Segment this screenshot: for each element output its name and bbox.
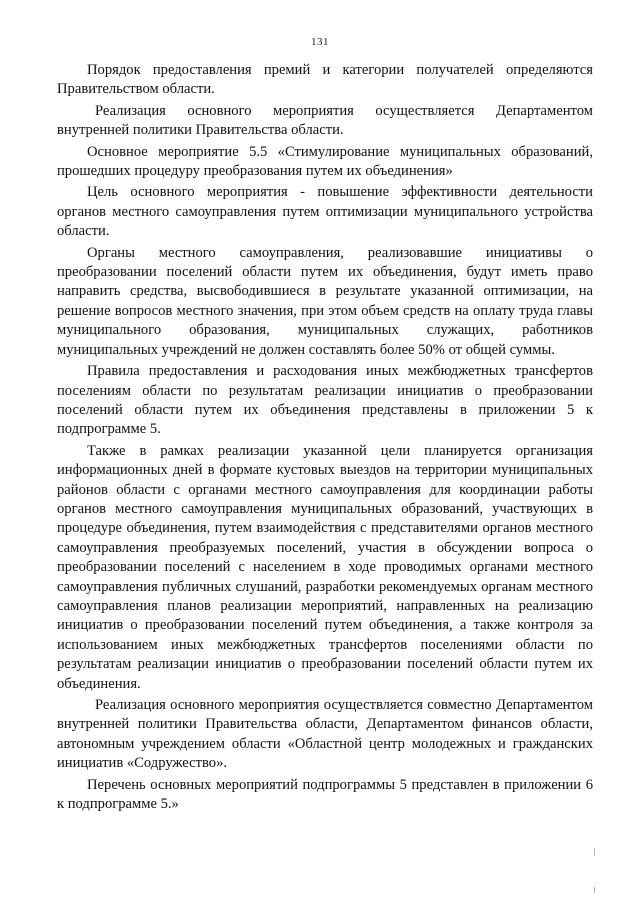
paragraph-activities-list: Перечень основных мероприятий подпрограммы 5 представлен в приложении 6 к подпрограмме 5.»	[57, 776, 593, 813]
paragraph-local-authorities: Органы местного самоуправления, реализовавшие инициативы о преобразовании поселений области путем их объединения, будут иметь право направить средства, высвободившиеся в результате указанной оптимизации, на решение вопросов местного значения, при этом объем средств на оплату труда главы муниципального образования, муниципальных служащих, работников муниципальных учреждений не должен составлять более 50% от общей суммы.	[57, 244, 593, 358]
page-number: 131	[311, 36, 329, 48]
page-body	[57, 61, 593, 816]
paragraph-main-activity-title: Основное мероприятие 5.5 «Стимулирование муниципальных образований, прошедших процедуру преобразования путем их объединения»	[57, 143, 593, 180]
paragraph-implementation-department: Реализация основного мероприятия осуществляется Департаментом внутренней политики Правительства области.	[57, 102, 593, 139]
paragraph-transfer-rules: Правила предоставления и расходования иных межбюджетных трансфертов поселениям области по результатам реализации инициатив о преобразовании поселений области путем их объединения представлены в приложении 5 к подпрограмме 5.	[57, 363, 593, 438]
paragraph-activity-goal: Цель основного мероприятия - повышение эффективности деятельности органов местного самоуправления путем оптимизации муниципального устройства области.	[57, 184, 593, 240]
scan-artifact-mark	[594, 848, 595, 856]
paragraph-premium-recipients: Порядок предоставления премий и категории получателей определяются Правительством области.	[57, 62, 593, 98]
scan-artifact-mark	[594, 887, 595, 893]
paragraph-joint-implementation: Реализация основного мероприятия осуществляется совместно Департаментом внутренней политики Правительства области, Департаментом финансов области, автономным учреждением области «Областной центр молодежных и гражданских инициатив «Содружество».	[57, 697, 593, 772]
paragraph-information-days: Также в рамках реализации указанной цели планируется организация информационных дней в формате кустовых выездов на территории муниципальных районов области с органами местного самоуправления для координации работы органов местного самоуправления муниципальных образований, участвующих в процедуре объединения, путем взаимодействия с представителями органов местного самоуправления преобразуемых поселений, участия в обсуждении вопроса о преобразовании поселений с населением в ходе проводимых органами местного самоуправления публичных слушаний, разработки рекомендуемых органам местного самоуправления планов реализации мероприятий, направленных на реализацию инициатив о преобразовании поселений путем объединения, а также контроля за использованием иных межбюджетных трансфертов поселениями области по результатам реализации инициатив о преобразовании поселений области путем их объединения.	[57, 442, 593, 692]
